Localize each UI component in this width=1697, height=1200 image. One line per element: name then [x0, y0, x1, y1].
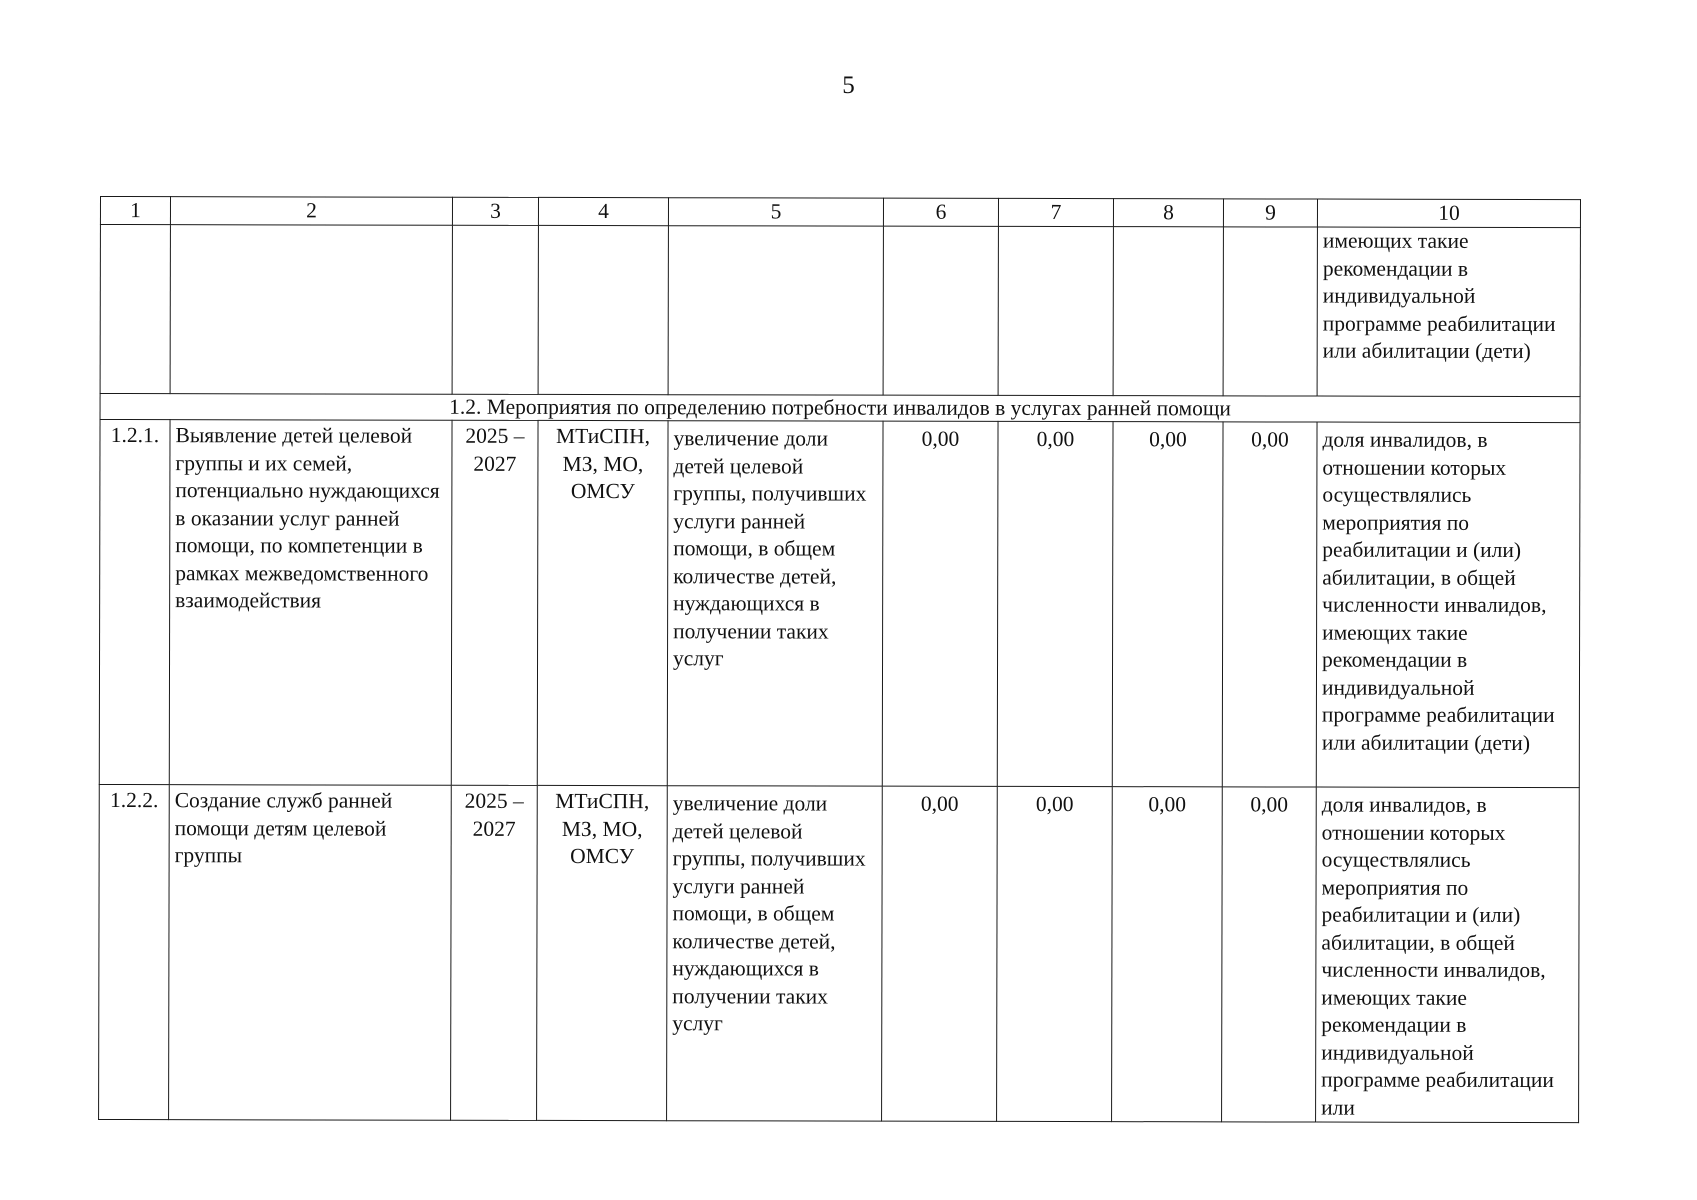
executors: МТиСПН, МЗ, МО, ОМСУ: [537, 420, 668, 785]
section-row: [100, 394, 1580, 423]
carry-over-row: [100, 225, 1580, 397]
table-row: [99, 420, 1580, 788]
section-title: 1.2. Мероприятия по определению потребности инвалидов в услугах ранней помощи: [100, 394, 1580, 423]
column-header: 7: [998, 198, 1113, 226]
measure-name: Создание служб ранней помощи детям целевой группы: [169, 785, 452, 1121]
empty-cell: [1113, 227, 1223, 396]
value-col-9: 0,00: [1222, 422, 1317, 787]
empty-cell: [538, 225, 668, 394]
column-number-row: [100, 197, 1580, 228]
indicator: доля инвалидов, в отношении которых осуществлялись мероприятия по реабилитации и (или) абилитации, в общей численности инвалидов, имеющих такие рекомендации в индивидуальной программе реабилитации или абилитации (дети): [1316, 422, 1580, 788]
empty-cell: [170, 225, 452, 395]
empty-cell: [1223, 227, 1317, 396]
carry-over-indicator: имеющих такие рекомендации в индивидуальной программе реабилитации или абилитации (дети): [1317, 227, 1580, 397]
column-header: 6: [883, 198, 998, 226]
empty-cell: [100, 225, 170, 394]
column-header: 4: [538, 197, 668, 225]
value-col-6: 0,00: [882, 786, 998, 1121]
value-col-7: 0,00: [997, 786, 1113, 1121]
indicator: доля инвалидов, в отношении которых осуществлялись мероприятия по реабилитации и (или) абилитации, в общей численности инвалидов, имеющих такие рекомендации в индивидуальной программе реабилитации или: [1316, 787, 1580, 1123]
executors: МТиСПН, МЗ, МО, ОМСУ: [537, 785, 668, 1120]
empty-cell: [452, 225, 538, 394]
column-header: 5: [668, 198, 883, 226]
column-header: 9: [1223, 199, 1317, 227]
implementation-period: 2025 – 2027: [451, 420, 538, 785]
value-col-6: 0,00: [882, 421, 998, 786]
value-col-8: 0,00: [1112, 787, 1223, 1122]
empty-cell: [883, 226, 998, 395]
implementation-period: 2025 – 2027: [451, 785, 538, 1120]
measure-name: Выявление детей целевой группы и их семей, потенциально нуждающихся в оказании услуг ранней помощи, по компетенции в рамках межведомственного взаимодействия: [169, 420, 452, 786]
column-header: 10: [1317, 199, 1580, 228]
column-header: 8: [1113, 199, 1223, 227]
value-col-7: 0,00: [997, 421, 1113, 786]
page-number: 5: [842, 72, 855, 99]
table-row: [99, 784, 1580, 1122]
empty-cell: [998, 226, 1113, 395]
value-col-9: 0,00: [1222, 787, 1317, 1122]
column-header: 3: [452, 197, 538, 225]
measures-table: [98, 196, 1581, 1123]
column-header: 2: [170, 197, 452, 226]
column-header: 1: [100, 197, 170, 225]
row-number: 1.2.1.: [99, 420, 170, 785]
empty-cell: [668, 226, 883, 395]
value-col-8: 0,00: [1112, 422, 1223, 787]
expected-result: увеличение доли детей целевой группы, получивших услуги ранней помощи, в общем количестве детей, нуждающихся в получении таких услуг: [667, 786, 883, 1121]
expected-result: увеличение доли детей целевой группы, получивших услуги ранней помощи, в общем количестве детей, нуждающихся в получении таких услуг: [667, 421, 883, 786]
row-number: 1.2.2.: [99, 784, 170, 1119]
